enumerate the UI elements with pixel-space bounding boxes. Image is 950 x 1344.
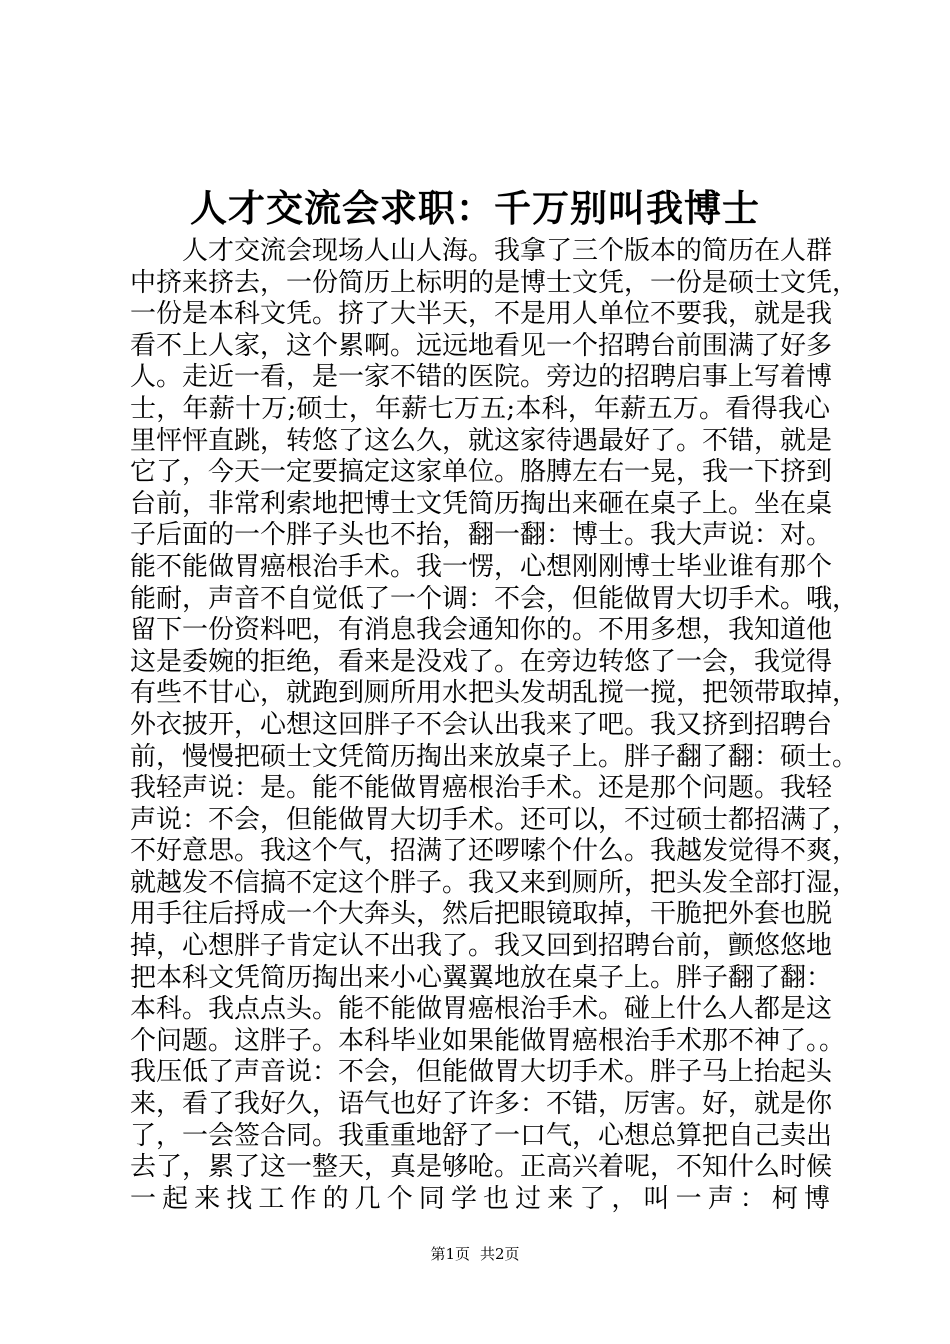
text-line: 本科。我点点头。能不能做胃癌根治手术。碰上什么人都是这 (130, 994, 833, 1025)
text-line: 我压低了声音说：不会，但能做胃大切手术。胖子马上抬起头 (130, 1057, 833, 1088)
text-line: 外衣披开，心想这回胖子不会认出我来了吧。我又挤到招聘台 (130, 709, 833, 740)
text-line: 一起来找工作的几个同学也过来了，叫一声：柯博 (130, 1183, 830, 1214)
text-line: 子后面的一个胖子头也不抬，翻一翻：博士。我大声说：对。 (130, 520, 833, 551)
text-line: 这是委婉的拒绝，看来是没戏了。在旁边转悠了一会，我觉得 (130, 646, 833, 677)
text-line: 能耐，声音不自觉低了一个调：不会，但能做胃大切手术。哦， (130, 583, 859, 614)
text-line: 能不能做胃癌根治手术。我一愣，心想刚刚博士毕业谁有那个 (130, 551, 833, 582)
text-line: 不好意思。我这个气，招满了还啰嗦个什么。我越发觉得不爽， (130, 836, 859, 867)
text-line: 去了，累了这一整天，真是够呛。正高兴着呢，不知什么时候 (130, 1152, 833, 1183)
page-footer (0, 1244, 950, 1264)
text-line: 就越发不信搞不定这个胖子。我又来到厕所，把头发全部打湿， (130, 867, 859, 898)
text-line: 声说：不会，但能做胃大切手术。还可以，不过硕士都招满了， (130, 804, 859, 835)
text-line: 我轻声说：是。能不能做胃癌根治手术。还是那个问题。我轻 (130, 773, 833, 804)
text-line: 来，看了我好久，语气也好了许多：不错，厉害。好，就是你 (130, 1089, 833, 1120)
text-line: 留下一份资料吧，有消息我会通知你的。不用多想，我知道他 (130, 615, 833, 646)
text-line: 把本科文凭简历掏出来小心翼翼地放在桌子上。胖子翻了翻： (130, 962, 833, 993)
text-line: 掉，心想胖子肯定认不出我了。我又回到招聘台前，颤悠悠地 (130, 931, 833, 962)
text-line: 有些不甘心，就跑到厕所用水把头发胡乱搅一搅，把领带取掉， (130, 678, 859, 709)
text-line: 人才交流会现场人山人海。我拿了三个版本的简历在人群 (182, 236, 833, 266)
text-line: 里怦怦直跳，转悠了这么久，就这家待遇最好了。不错，就是 (130, 425, 833, 456)
text-line: 士，年薪十万;硕士，年薪七万五;本科，年薪五万。看得我心 (130, 393, 830, 424)
body-text (130, 236, 859, 1215)
text-line: 它了，今天一定要搞定这家单位。胳膊左右一晃，我一下挤到 (130, 457, 833, 488)
page-number: 第1页 (430, 1245, 470, 1263)
text-line: 个问题。这胖子。本科毕业如果能做胃癌根治手术那不神了。。 (130, 1025, 846, 1056)
text-line: 前，慢慢把硕士文凭简历掏出来放桌子上。胖子翻了翻：硕士。 (130, 741, 859, 772)
text-line: 人。走近一看，是一家不错的医院。旁边的招聘启事上写着博 (130, 362, 833, 393)
page-total: 共2页 (480, 1245, 520, 1263)
document-title: 人才交流会求职：千万别叫我博士 (190, 186, 760, 230)
text-line: 中挤来挤去，一份简历上标明的是博士文凭，一份是硕士文凭， (130, 267, 859, 298)
text-line: 台前，非常利索地把博士文凭简历掏出来砸在桌子上。坐在桌 (130, 488, 833, 519)
text-line: 看不上人家，这个累啊。远远地看见一个招聘台前围满了好多 (130, 330, 833, 361)
text-line: 一份是本科文凭。挤了大半天，不是用人单位不要我，就是我 (130, 299, 833, 330)
text-line: 了，一会签合同。我重重地舒了一口气，心想总算把自己卖出 (130, 1120, 833, 1151)
text-line: 用手往后捋成一个大奔头，然后把眼镜取掉，干脆把外套也脱 (130, 899, 833, 930)
